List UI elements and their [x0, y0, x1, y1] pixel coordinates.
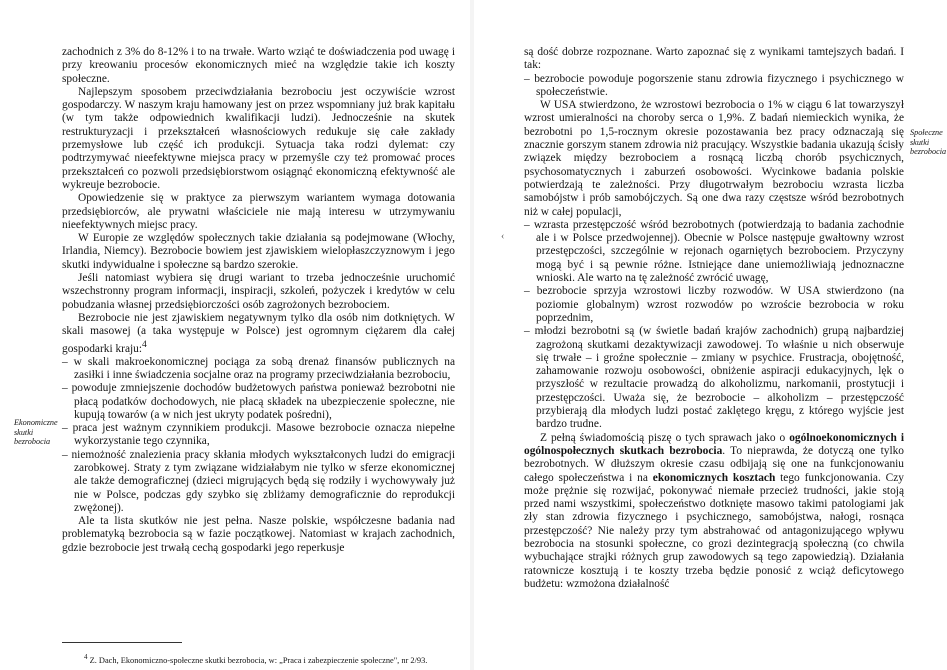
- left-page: [0, 0, 470, 670]
- paragraph: Ale ta lista skutków nie jest pełna. Nasze polskie, współczesne badania nad problematyką bezrobocia są w fazie początkowej. Natomiast w krajach zachodnich, gdzie bezrobocie jest trwałą cechą gospodarki jego reperkusje: [62, 515, 455, 554]
- footnote-marker: 4: [142, 339, 147, 350]
- bullet-item: – praca jest ważnym czynnikiem produkcji. Masowe bezrobocie oznacza niepełne wykorzystanie tego czynnika,: [62, 422, 455, 448]
- margin-note: Ekonomiczne skutki bezrobocia: [14, 418, 58, 446]
- paragraph: W Europie ze względów społecznych takie działania są podejmowane (Włochy, Irlandia, Niemcy). Bezrobocie bowiem jest zjawiskiem wielopłaszczyznowym i jego skutki indywidualne i społeczne są bardzo szerokie.: [62, 232, 455, 271]
- paragraph: W USA stwierdzono, że wzrostowi bezrobocia o 1% w ciągu 6 lat towarzyszył wzrost umieralności na choroby serca o 1,9%. Z badań niemieckich wynika, że bezrobotni po 1,5-rocznym okresie pozostawania bez pracy odznaczają się znacznie gorszym stanem zdrowia niż pracujący. Wszystkie badania ukazują ścisły związek między bezrobociem a rosnącą liczbą chorób psychicznych, psychosomatycznych i zaburzeń osobowości. Wycinkowe badania polskie potwierdzają te zależności. Przy długotrwałym bezrobociu wzrasta liczba samobójstw i prób samobójczych. Są one dwa razy częstsze wśród bezrobotnych niż w całej populacji,: [524, 99, 904, 218]
- paragraph-text: Bezrobocie nie jest zjawiskiem negatywnym tylko dla osób nim dotkniętych. W skali masowej (a taka występuje w Polsce) jest ogromnym ciężarem dla całej gospodarki kraju:: [62, 311, 455, 355]
- footnote-text: Z. Dach, Ekonomiczno-społeczne skutki bezrobocia, w: „Praca i zabezpieczenie społeczne", nr 2/93.: [89, 655, 428, 665]
- bullet-item: – powoduje zmniejszenie dochodów budżetowych państwa ponieważ bezrobotni nie płacą podatków dochodowych, nie płacą składek na ubezpieczenie społeczne, nie kupują towarów (a w nich jest ukryty podatek pośredni),: [62, 382, 455, 421]
- footnote: [84, 652, 464, 666]
- bullet-item: – w skali makroekonomicznej pociąga za sobą drenaż finansów publicznych na zasiłki i inne świadczenia socjalne oraz na programy przeciwdziałania bezrobociu,: [62, 355, 456, 381]
- bullet-item: – bezrobocie powoduje pogorszenie stanu zdrowia fizycznego i psychicznego w społeczeństwie.: [524, 72, 905, 98]
- bullet-item: – bezrobocie sprzyja wzrostowi liczby rozwodów. W USA stwierdzono (na poziomie globalnym) wzrost rozwodów po wzroście bezrobocia w roku poprzednim,: [524, 285, 905, 324]
- margin-note: Społeczne skutki bezrobocia: [910, 128, 947, 156]
- right-text-column: [524, 46, 904, 591]
- right-page: [474, 0, 947, 670]
- bullet-item: – młodzi bezrobotni są (w świetle badań krajów zachodnich) grupą najbardziej zagrożoną skutkami dezaktywizacji zawodowej. To właśnie u nich obserwuje się trwałe – i groźne społecznie – zmiany w psychice. Frustracja, obojętność, zahamowanie rozwoju osobowości, obniżenie aspiracji edukacyjnych, lęk o przyszłość w rezultacie prowadzą do alkoholizmu, narkomanii, prostytucji i przestępczości. Uważa się, że bezrobocie – alkoholizm – przestępczość przybierają dla młodych ludzi postać zaklętego kręgu, z którego wyjście jest bardzo trudne.: [524, 325, 905, 431]
- bullet-item: – niemożność znalezienia pracy skłania młodych wykształconych ludzi do emigracji zarobkowej. Straty z tym związane widziałabym nie tylko w sferze ekonomicznej ale także demograficznej (dzieci migrujących będą się rodziły i wychowywały już nie w Polsce, podczas gdy szybko się zbliżamy demograficznie do reprodukcji zwężonej).: [62, 448, 456, 514]
- bullet-item: – wzrasta przestępczość wśród bezrobotnych (potwierdzają to badania zachodnie ale i w Polsce przedwojennej). Obecnie w Polsce następuje gwałtowny wzrost przestępczości, szczególnie w rejonach ogarniętych bezrobociem. Przyczyny mogą być i są pewnie różne. Istniejące dane uniemożliwiają jednoznaczne wnioski. Ale warto na tę zależność zwrócić uwagę,: [524, 218, 905, 285]
- footnote-divider: [62, 642, 182, 643]
- paragraph: są dość dobrze rozpoznane. Warto zapoznać się z wynikami tamtejszych badań. I tak:: [524, 46, 904, 72]
- paragraph: Z pełną świadomością piszę o tych sprawach jako o ogólnoekonomicznych i ogólnospołecznych skutkach bezrobocia. To nieprawda, że dotyczą one tylko bezrobotnych. W dłuższym okresie czasu odbijają się one na funkcjonowaniu całego społeczeństwa i na ekonomicznych kosztach tego funkcjonowania. Czy może prężnie się rozwijać, pokonywać niemałe przecież trudności, jakie stoją przed nami wszystkimi, społeczeństwo dotknięte masowo takimi patologiami jak zły stan zdrowia fizycznego i psychicznego, samobójstwa, nałogi, rosnąca przestępczość? Nie należy przy tym abstrahować od antagonizującego wpływu bezrobocia na stosunki społeczne, co grozi dezintegracją społeczną (co chwila wybuchające strajki różnych grup zawodowych są tego zapowiedzią). Działania ratownicze kosztują i te koszty trzeba będzie ponosić z wciąż deficytowego budżetu: wzmożona działalność: [524, 431, 905, 590]
- paragraph: Opowiedzenie się w praktyce za pierwszym wariantem wymaga dotowania przedsiębiorców, ale prywatni właściciele nie mają interesu w utrzymywaniu nieefektywnych miejsc pracy.: [62, 192, 455, 231]
- footnote-number: 4: [84, 653, 88, 661]
- bold-phrase: ogólnoekonomicznych i ogólnospołecznych skutkach bezrobocia: [524, 431, 904, 457]
- left-text-column: [62, 46, 455, 555]
- paragraph: Jeśli natomiast wybiera się drugi wariant to trzeba jednocześnie uruchomić wszechstronny program informacji, inspiracji, szkoleń, pożyczek i kredytów w celu pobudzania własnej przedsiębiorczości osób zagrożonych bezrobociem.: [62, 272, 455, 311]
- stray-mark: ‹: [501, 231, 505, 242]
- bold-phrase: ekonomicznych kosztach: [652, 471, 776, 484]
- paragraph: [62, 312, 455, 356]
- paragraph: zachodnich z 3% do 8-12% i to na trwałe. Warto wziąć te doświadczenia pod uwagę i przy kreowaniu procesów ekonomicznych mieć na względzie takie ich koszty społeczne.: [62, 46, 455, 85]
- paragraph: Najlepszym sposobem przeciwdziałania bezrobociu jest oczywiście wzrost gospodarczy. W naszym kraju hamowany jest on przez wspomniany już brak kapitału (w tym także odpowiednich kwalifikacji ludzi). Jednocześnie na skutek restrukturyzacji i przekształceń własnościowych redukuje się całe zakłady przemysłowe lub część ich produkcji. Sytuacja taka rodzi dylemat: czy podtrzymywać nieefektywne miejsca pracy w przemyśle czy też promować proces przekształceń co pozwoli przedsiębiorstwom osiągnąć ekonomiczną efektywność ale wykreuje bezrobocie.: [62, 85, 455, 191]
